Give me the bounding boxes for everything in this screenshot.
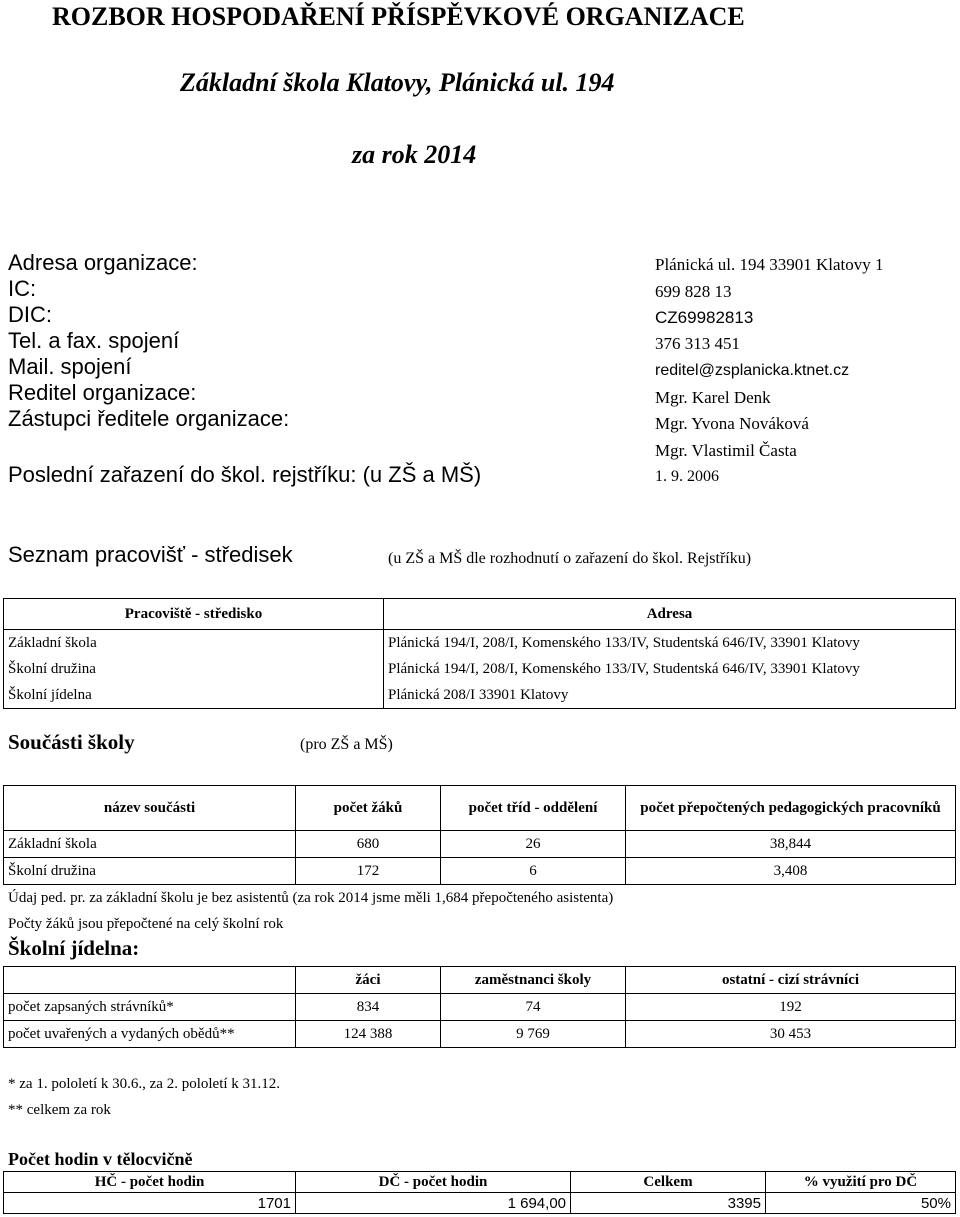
- info-value-mail[interactable]: reditel@zsplanicka.ktnet.cz: [655, 362, 850, 379]
- table-cell: 680: [296, 831, 441, 858]
- table-header-row: [4, 786, 956, 831]
- info-value-registry: 1. 9. 2006: [655, 468, 719, 485]
- info-label-address: Adresa organizace:: [8, 250, 198, 275]
- info-value-deputy-1: Mgr. Yvona Nováková: [655, 414, 809, 433]
- info-value-dic: CZ69982813: [655, 308, 754, 327]
- info-label-mail: Mail. spojení: [8, 354, 132, 379]
- column-header: žáci: [296, 967, 441, 994]
- table-cell: 172: [296, 858, 441, 885]
- table-header-row: [4, 967, 956, 994]
- workplaces-note: (u ZŠ a MŠ dle rozhodnutí o zařazení do škol. Rejstříku): [388, 550, 752, 567]
- info-label-registry: Poslední zařazení do škol. rejstříku: (u ZŠ a MŠ): [8, 462, 482, 487]
- table-row: [4, 682, 956, 709]
- canteen-table: [3, 966, 956, 1048]
- column-header: DČ - počet hodin: [296, 1172, 571, 1193]
- column-header: Pracoviště - středisko: [4, 599, 384, 630]
- table-cell: Plánická 208/I 33901 Klatovy: [384, 682, 956, 709]
- table-row: [4, 630, 956, 657]
- table-cell: počet zapsaných strávníků*: [4, 994, 296, 1021]
- column-header: ostatní - cizí strávníci: [626, 967, 956, 994]
- table-cell: Školní družina: [4, 656, 384, 682]
- table-cell: 38,844: [626, 831, 956, 858]
- table-row: [4, 656, 956, 682]
- table-cell: počet uvařených a vydaných obědů**: [4, 1021, 296, 1048]
- column-header: Adresa: [384, 599, 956, 630]
- table-cell: 834: [296, 994, 441, 1021]
- table-cell: Základní škola: [4, 630, 384, 657]
- table-cell: Školní jídelna: [4, 682, 384, 709]
- components-note-2: Počty žáků jsou přepočtené na celý školní rok: [8, 916, 284, 932]
- column-header: Celkem: [571, 1172, 766, 1193]
- info-value-address: Plánická ul. 194 33901 Klatovy 1: [655, 255, 884, 274]
- canteen-footnote-2: ** celkem za rok: [8, 1102, 111, 1118]
- components-table: [3, 785, 956, 885]
- canteen-footnote-1: * za 1. pololetí k 30.6., za 2. pololetí k 31.12.: [8, 1076, 281, 1092]
- canteen-heading: Školní jídelna:: [8, 936, 140, 960]
- table-cell: Plánická 194/I, 208/I, Komenského 133/IV, Studentská 646/IV, 33901 Klatovy: [384, 656, 956, 682]
- info-label-director: Reditel organizace:: [8, 380, 197, 405]
- table-cell: 30 453: [626, 1021, 956, 1048]
- table-cell: 6: [441, 858, 626, 885]
- table-row: [4, 858, 956, 885]
- table-cell: 1701: [4, 1193, 296, 1214]
- table-row: [4, 1021, 956, 1048]
- table-cell: 192: [626, 994, 956, 1021]
- table-cell: 50%: [766, 1193, 956, 1214]
- table-cell: Školní družina: [4, 858, 296, 885]
- table-cell: Základní škola: [4, 831, 296, 858]
- workplaces-heading: Seznam pracovišť - středisek: [8, 542, 293, 567]
- table-cell: 74: [441, 994, 626, 1021]
- table-cell: 1 694,00: [296, 1193, 571, 1214]
- column-header: zaměstnanci školy: [441, 967, 626, 994]
- info-value-director: Mgr. Karel Denk: [655, 388, 771, 407]
- table-cell-empty: [4, 967, 296, 994]
- column-header: počet žáků: [296, 786, 441, 831]
- table-cell: Plánická 194/I, 208/I, Komenského 133/IV, Studentská 646/IV, 33901 Klatovy: [384, 630, 956, 657]
- components-note-1: Údaj ped. pr. za základní školu je bez asistentů (za rok 2014 jsme měli 1,684 přepočteného asistenta): [8, 890, 614, 906]
- gym-heading: Počet hodin v tělocvičně: [8, 1149, 193, 1169]
- info-value-ic: 699 828 13: [655, 282, 732, 301]
- column-header: počet přepočtených pedagogických pracovníků: [626, 786, 956, 831]
- components-note: (pro ZŠ a MŠ): [300, 736, 393, 753]
- info-label-dic: DIC:: [8, 302, 52, 327]
- column-header: název součásti: [4, 786, 296, 831]
- school-name: Základní škola Klatovy, Plánická ul. 194: [180, 68, 615, 97]
- table-cell: 3,408: [626, 858, 956, 885]
- info-label-phone: Tel. a fax. spojení: [8, 328, 180, 353]
- column-header: % využití pro DČ: [766, 1172, 956, 1193]
- table-header-row: [4, 1172, 956, 1193]
- info-value-phone: 376 313 451: [655, 334, 740, 353]
- table-row: [4, 994, 956, 1021]
- gym-table: [3, 1171, 956, 1214]
- workplaces-table: [3, 598, 956, 709]
- table-cell: 124 388: [296, 1021, 441, 1048]
- table-header-row: [4, 599, 956, 630]
- table-row: [4, 831, 956, 858]
- info-label-ic: IC:: [8, 276, 37, 301]
- column-header: HČ - počet hodin: [4, 1172, 296, 1193]
- table-cell: 9 769: [441, 1021, 626, 1048]
- table-row: [4, 1193, 956, 1214]
- table-cell: 3395: [571, 1193, 766, 1214]
- report-year: za rok 2014: [352, 140, 477, 169]
- document-title: ROZBOR HOSPODAŘENÍ PŘÍSPĚVKOVÉ ORGANIZACE: [52, 2, 745, 31]
- column-header: počet tříd - oddělení: [441, 786, 626, 831]
- info-label-deputies: Zástupci ředitele organizace:: [8, 406, 290, 431]
- info-value-deputy-2: Mgr. Vlastimil Časta: [655, 441, 797, 460]
- components-heading: Součásti školy: [8, 730, 135, 754]
- table-cell: 26: [441, 831, 626, 858]
